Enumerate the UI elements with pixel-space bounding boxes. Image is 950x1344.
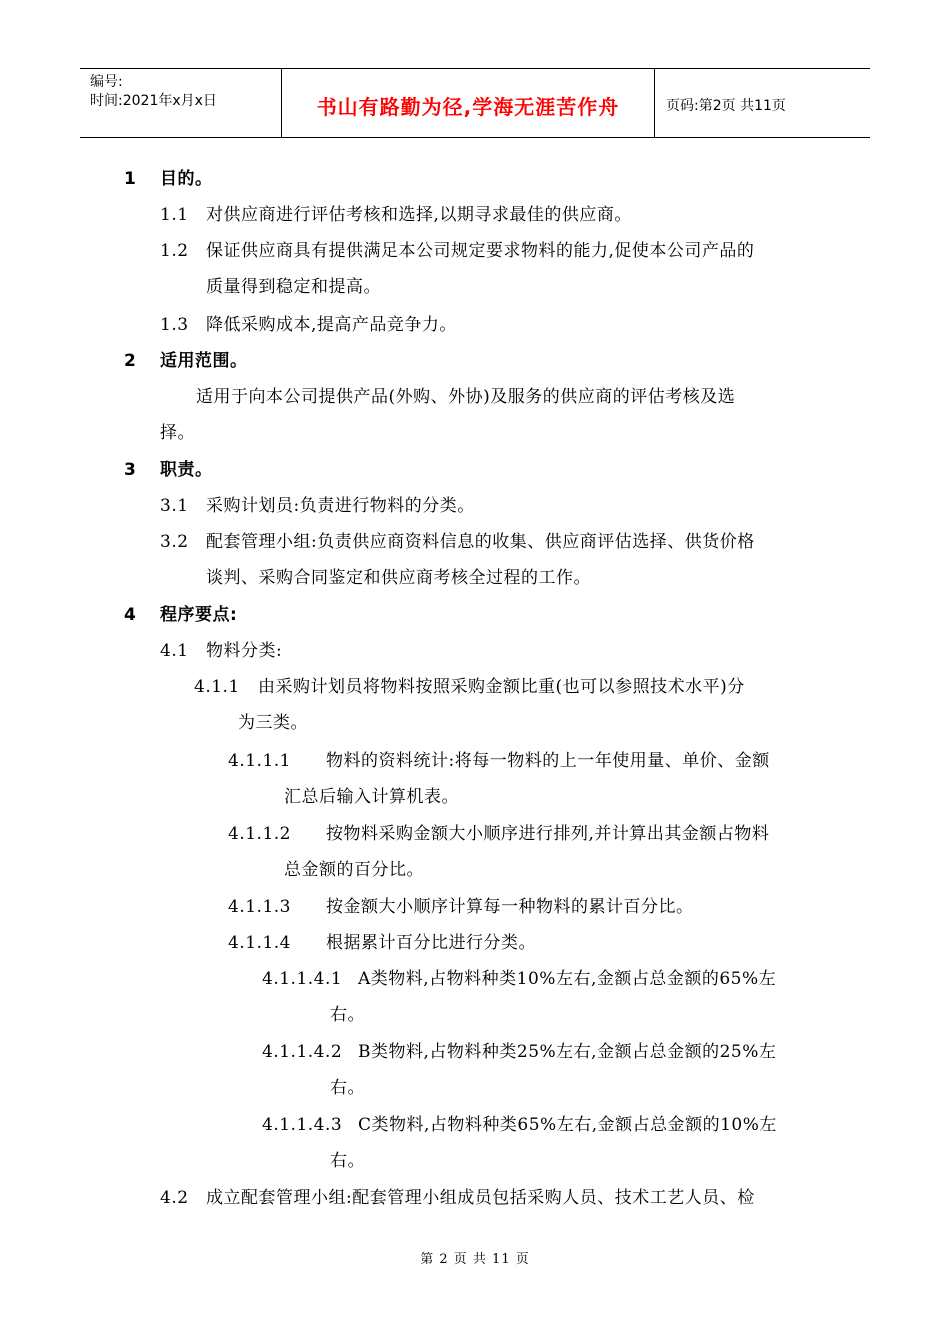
- item-number: 4.2: [160, 1188, 189, 1208]
- paragraph: [228, 819, 769, 844]
- item-number: 4.1.1.4.3: [262, 1115, 343, 1135]
- paragraph-continuation: 为三类。: [238, 713, 308, 733]
- item-text: A类物料,占物料种类10%左右,金额占总金额的65%左: [358, 969, 777, 989]
- section-number: 1: [124, 169, 137, 189]
- item-number: 3.1: [160, 496, 189, 516]
- item-number: 1.1: [160, 205, 189, 225]
- item-text: 根据累计百分比进行分类。: [326, 933, 536, 953]
- item-number: 4.1.1.4.2: [262, 1042, 343, 1062]
- header-meta: [90, 73, 217, 111]
- header-divider: [654, 69, 655, 137]
- paragraph-continuation: 右。: [330, 1151, 365, 1171]
- paragraph: [160, 310, 457, 335]
- item-text: 由采购计划员将物料按照采购金额比重(也可以参照技术水平)分: [258, 677, 745, 697]
- item-number: 1.3: [160, 315, 189, 335]
- paragraph: [160, 1183, 755, 1208]
- paragraph: [228, 746, 770, 771]
- paragraph: 适用于向本公司提供产品(外购、外协)及服务的供应商的评估考核及选: [196, 387, 736, 407]
- paragraph-continuation: 择。: [160, 423, 195, 443]
- paragraph: [160, 200, 632, 225]
- section-title: 程序要点:: [160, 605, 238, 625]
- item-text: B类物料,占物料种类25%左右,金额占总金额的25%左: [358, 1042, 777, 1062]
- item-text: 物料分类:: [206, 641, 283, 661]
- item-number: 4.1.1.4.1: [262, 969, 343, 989]
- item-text: 成立配套管理小组:配套管理小组成员包括采购人员、技术工艺人员、检: [206, 1188, 755, 1208]
- item-number: 4.1.1: [194, 677, 240, 697]
- section-number: 4: [124, 605, 137, 625]
- header-page-info: 页码:第2页 共11页: [666, 98, 786, 114]
- section-number: 3: [124, 460, 137, 480]
- item-number: 4.1.1.3: [228, 897, 291, 917]
- document-date: 时间:2021年x月x日: [90, 93, 217, 109]
- item-number: 3.2: [160, 532, 189, 552]
- section-heading: [124, 346, 248, 371]
- item-text: 按物料采购金额大小顺序进行排列,并计算出其金额占物料: [326, 824, 770, 844]
- paragraph-continuation: 总金额的百分比。: [284, 860, 424, 880]
- item-text: 物料的资料统计:将每一物料的上一年使用量、单价、金额: [326, 751, 770, 771]
- item-number: 4.1.1.1: [228, 751, 291, 771]
- paragraph: [262, 964, 776, 989]
- paragraph-continuation: 谈判、采购合同鉴定和供应商考核全过程的工作。: [206, 568, 591, 588]
- paragraph: [228, 928, 536, 953]
- section-title: 适用范围。: [160, 351, 248, 371]
- section-heading: [124, 164, 213, 189]
- item-number: 1.2: [160, 241, 189, 261]
- item-text: 配套管理小组:负责供应商资料信息的收集、供应商评估选择、供货价格: [206, 532, 755, 552]
- paragraph-continuation: 右。: [330, 1078, 365, 1098]
- paragraph: [160, 491, 475, 516]
- section-heading: [124, 600, 237, 625]
- document-header: [80, 68, 870, 138]
- item-text: 对供应商进行评估考核和选择,以期寻求最佳的供应商。: [206, 205, 632, 225]
- paragraph: [228, 892, 694, 917]
- paragraph-continuation: 质量得到稳定和提高。: [206, 277, 381, 297]
- item-number: 4.1: [160, 641, 189, 661]
- section-title: 目的。: [160, 169, 213, 189]
- item-text: 降低采购成本,提高产品竞争力。: [206, 315, 457, 335]
- paragraph: [160, 236, 754, 261]
- item-number: 4.1.1.2: [228, 824, 291, 844]
- section-heading: [124, 455, 213, 480]
- item-text: C类物料,占物料种类65%左右,金额占总金额的10%左: [358, 1115, 777, 1135]
- item-text: 保证供应商具有提供满足本公司规定要求物料的能力,促使本公司产品的: [206, 241, 755, 261]
- paragraph: [262, 1110, 777, 1135]
- paragraph: [160, 636, 282, 661]
- paragraph: [194, 672, 745, 697]
- section-number: 2: [124, 351, 137, 371]
- document-number-label: 编号:: [90, 74, 123, 90]
- item-number: 4.1.1.4: [228, 933, 291, 953]
- item-text: 采购计划员:负责进行物料的分类。: [206, 496, 475, 516]
- paragraph-continuation: 汇总后输入计算机表。: [284, 787, 459, 807]
- page-footer: 第 2 页 共 11 页: [420, 1252, 530, 1267]
- section-title: 职责。: [160, 460, 213, 480]
- header-motto: 书山有路勤为径,学海无涯苦作舟: [316, 95, 620, 119]
- paragraph-continuation: 右。: [330, 1005, 365, 1025]
- item-text: 按金额大小顺序计算每一种物料的累计百分比。: [326, 897, 694, 917]
- paragraph: [262, 1037, 776, 1062]
- paragraph: [160, 527, 755, 552]
